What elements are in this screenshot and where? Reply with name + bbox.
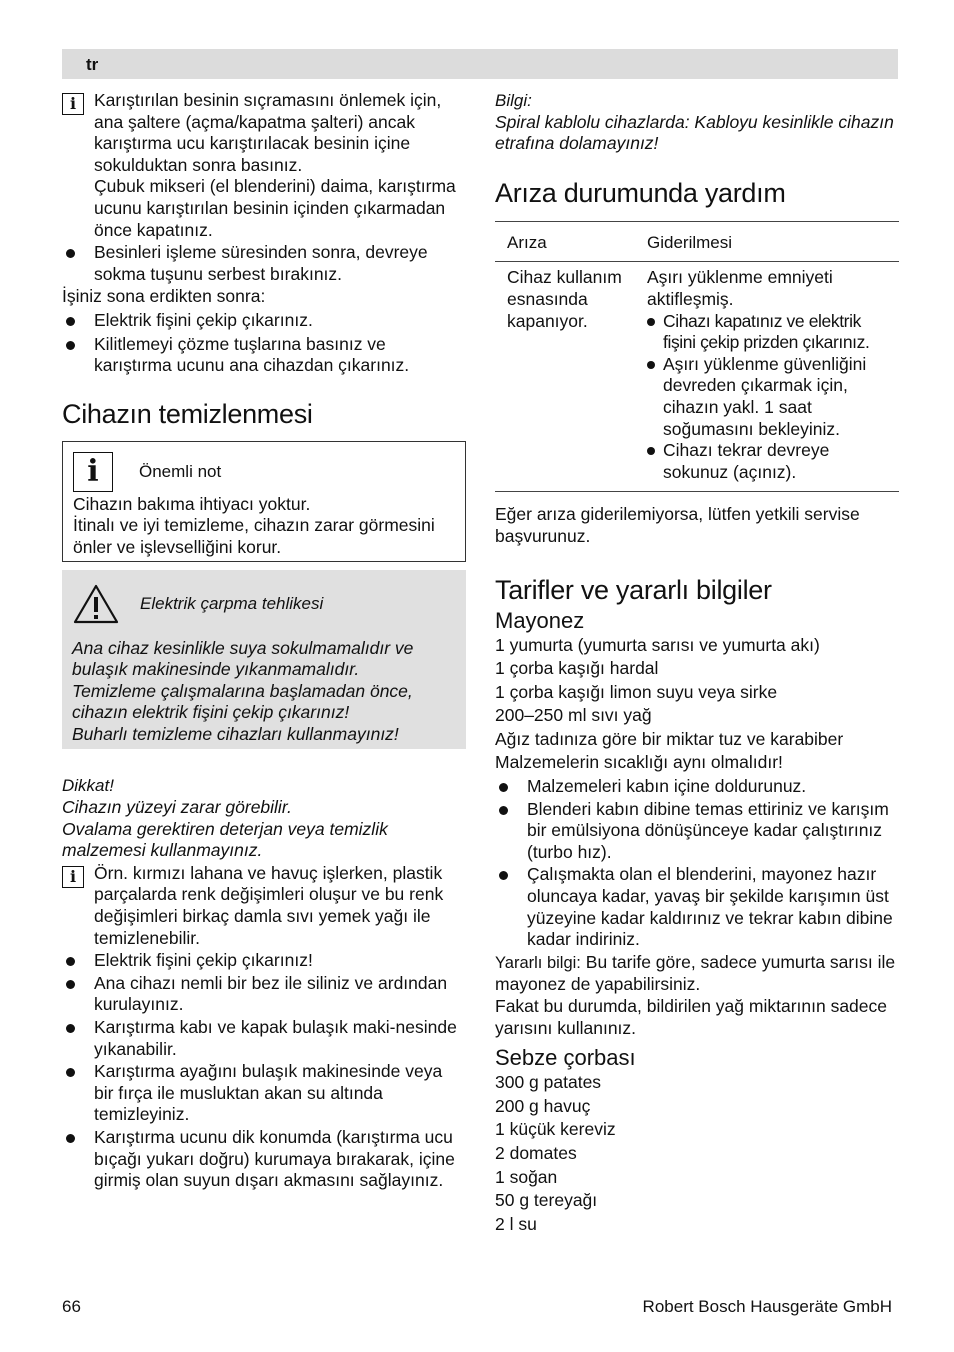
bullet-clean-4: Karıştırma ucunu dik konumda (karıştırma ucu bıçağı yukarı doğru) kurumaya bırakarak, içine girmiş olan suyun dışarı akmasını sağlayınız.: [62, 1127, 466, 1192]
important-note-box: [62, 441, 466, 562]
remedy-step-2: Cihazı tekrar devreye sokunuz (açınız).: [647, 440, 887, 483]
mayo-step-1: Blenderi kabın dibine temas ettiriniz ve karışım bir emülsiyona dönüşünceye kadar çalıştırınız (turbo hız).: [495, 799, 899, 864]
language-code: tr: [86, 55, 99, 74]
mayo-heading: Mayonez: [495, 607, 585, 633]
info-text-1: Karıştırılan besinin sıçramasını önlemek için, ana şaltere (açma/kapatma şalteri) ancak karıştırma ucu karıştırılacak besinin içine sokulduktan sonra basınız.: [94, 90, 442, 175]
warning-title: Elektrik çarpma tehlikesi: [140, 593, 324, 613]
remedy-cell: [635, 262, 899, 492]
remedy-step-1: Aşırı yüklenme güvenliğini devreden çıkarmak için, cihazın yakl. 1 saat soğumasını bekleyiniz.: [647, 354, 887, 440]
help-heading: Arıza durumunda yardım: [495, 177, 786, 208]
note-title: Önemli not: [139, 461, 222, 481]
bilgi-title: Bilgi:: [495, 91, 532, 110]
soup-ingredient-5: 50 g tereyağı: [495, 1190, 598, 1211]
soup-ingredient-0: 300 g patates: [495, 1072, 602, 1093]
mayo-step-0: Malzemeleri kabın içine doldurunuz.: [495, 776, 899, 798]
remedy-cause: Aşırı yüklenme emniyeti aktifleşmiş.: [647, 267, 833, 309]
bullet-release: Besinleri işleme süresinden sonra, devreye sokma tuşunu serbest bırakınız.: [62, 242, 466, 285]
bullet-clean-3: Karıştırma ayağını bulaşık makinesinde veya bir fırça ile musluktan akan su altında temizleyiniz.: [62, 1061, 466, 1126]
soup-ingredient-6: 2 l su: [495, 1213, 537, 1234]
recipes-heading: Tarifler ve yararlı bilgiler: [495, 574, 772, 605]
info-item-discoloration: [62, 863, 466, 949]
tip-text: Bu tarife göre, sadece yumurta sarısı ile mayonez de yapabilirsiniz.: [495, 951, 896, 995]
mayo-ingredient-0: 1 yumurta (yumurta sarısı ve yumurta akı): [495, 634, 820, 655]
warning-line-1: Temizleme çalışmalarına başlamadan önce, cihazın elektrik fişini çekip çıkarınız!: [72, 680, 413, 723]
page-number: 66: [62, 1297, 81, 1316]
soup-heading: Sebze çorbası: [495, 1045, 636, 1071]
fault-cell: Cihaz kullanım esnasında kapanıyor.: [495, 262, 635, 492]
info-icon: i: [62, 93, 84, 115]
bullet-after-1: Kilitlemeyi çözme tuşlarına basınız ve karıştırma ucunu ana cihazdan çıkarınız.: [62, 334, 466, 377]
remedy-step-0: Cihazı kapatınız ve elektrik fişini çekip prizden çıkarınız.: [647, 311, 887, 354]
left-column: [62, 90, 466, 1192]
info-icon: i: [62, 866, 84, 888]
table-row: [495, 262, 899, 492]
mayo-ingredient-4: Ağız tadınıza göre bir miktar tuz ve karabiber: [495, 728, 844, 749]
bullet-clean-2: Karıştırma kabı ve kapak bulaşık maki-nesinde yıkanabilir.: [62, 1017, 466, 1060]
tip-text-2: Fakat bu durumda, bildirilen yağ miktarının sadece yarısını kullanınız.: [495, 996, 888, 1038]
right-column: [495, 90, 899, 1235]
warning-triangle-icon: [72, 583, 120, 625]
bilgi-text: Spiral kablolu cihazlarda: Kabloyu kesinlikle cihazın etrafına dolamayınız!: [495, 111, 894, 154]
info2-text: Örn. kırmızı lahana ve havuç işlerken, plastik parçalarda renk değişimleri oluşur ve bu renk değişimleri birkaç damla sıvı yemek yağı ile temizlenebilir.: [94, 862, 444, 948]
mayo-ingredient-5: Malzemelerin sıcaklığı aynı olmalıdır!: [495, 752, 783, 773]
note-line-0: Cihazın bakıma ihtiyacı yoktur.: [73, 493, 311, 514]
soup-ingredient-2: 1 küçük kereviz: [495, 1119, 616, 1140]
info-icon: i: [73, 452, 113, 492]
table-header-remedy: Giderilmesi: [635, 221, 899, 262]
language-bar: [62, 49, 898, 79]
caution-title: Dikkat!: [62, 776, 114, 796]
mayo-ingredient-3: 200–250 ml sıvı yağ: [495, 705, 652, 726]
bullet-clean-1: Ana cihazı nemli bir bez ile siliniz ve ardından kurulayınız.: [62, 973, 466, 1016]
caution-line-1: Ovalama gerektiren deterjan veya temizlik malzemesi kullanmayınız.: [62, 818, 388, 861]
electric-warning-box: [62, 570, 466, 750]
bullet-clean-0: Elektrik fişini çekip çıkarınız!: [62, 950, 466, 972]
soup-ingredient-1: 200 g havuç: [495, 1095, 591, 1116]
soup-ingredient-4: 1 soğan: [495, 1166, 558, 1187]
cleaning-heading: Cihazın temizlenmesi: [62, 398, 313, 429]
mayo-ingredient-1: 1 çorba kaşığı hardal: [495, 658, 659, 679]
mayo-ingredient-2: 1 çorba kaşığı limon suyu veya sirke: [495, 681, 778, 702]
bullet-after-0: Elektrik fişini çekip çıkarınız.: [62, 310, 466, 332]
caution-line-0: Cihazın yüzeyi zarar görebilir.: [62, 797, 292, 818]
info-item-splash: [62, 90, 466, 241]
after-work-text: İşiniz sona erdikten sonra:: [62, 286, 266, 307]
mayo-step-2: Çalışmakta olan el blenderini, mayonez hazır oluncaya kadar, yavaş bir şekilde karışımın üst yüzeyine kadar kaldırınız ve tekrar kabın dibine kadar indiriniz.: [495, 864, 899, 950]
table-header-fault: Arıza: [495, 221, 635, 262]
tip-label: Yararlı bilgi:: [495, 953, 581, 972]
soup-ingredient-3: 2 domates: [495, 1142, 577, 1163]
company-name: Robert Bosch Hausgeräte GmbH: [642, 1297, 892, 1316]
info-text-2: Çubuk mikseri (el blenderini) daima, karıştırma ucunu karıştırılan besinin içinden çıkarmadan önce kapatınız.: [94, 176, 456, 240]
service-text: Eğer arıza giderilemiyorsa, lütfen yetkili servise başvurunuz.: [495, 504, 860, 546]
note-line-1: İtinalı ve iyi temizleme, cihazın zarar görmesini önler ve işlevselliğini korur.: [73, 515, 435, 557]
warning-line-0: Ana cihaz kesinlikle suya sokulmamalıdır ve bulaşık makinesinde yıkanmamalıdır.: [72, 637, 414, 680]
fault-table: [495, 221, 899, 493]
tip-paragraph: [495, 952, 899, 996]
warning-line-2: Buharlı temizleme cihazları kullanmayınız!: [72, 723, 399, 744]
